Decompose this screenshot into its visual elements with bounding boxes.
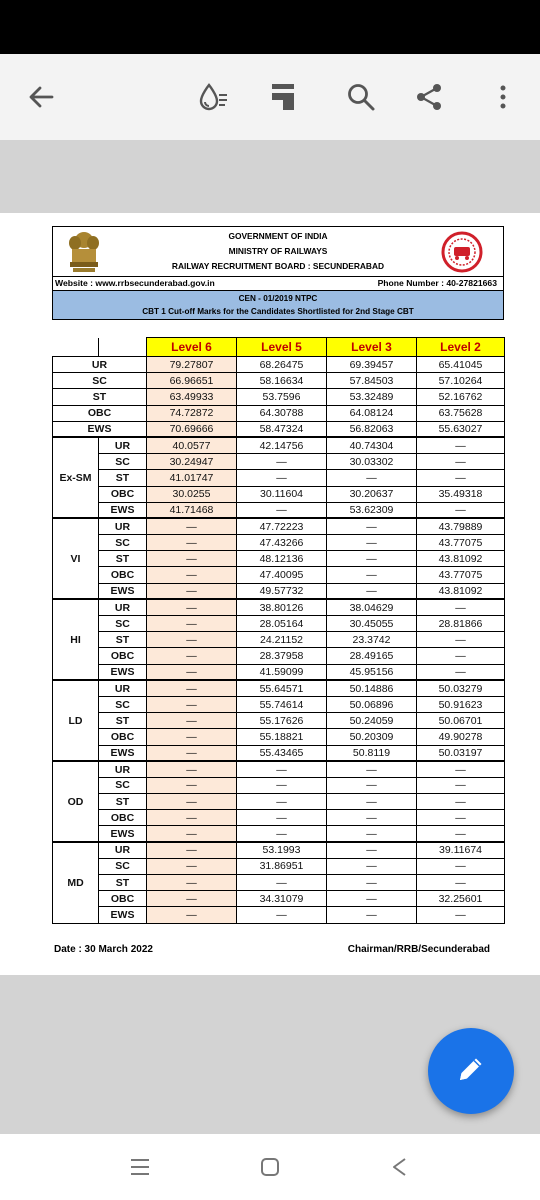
cutoff-cell: 79.27807 xyxy=(147,357,237,373)
category-label: EWS xyxy=(99,907,147,923)
cutoff-cell: 28.81866 xyxy=(417,616,505,632)
table-row xyxy=(53,632,505,648)
cutoff-cell: 49.57732 xyxy=(237,583,327,599)
cutoff-cell: — xyxy=(237,761,327,777)
document-header xyxy=(52,226,504,320)
cutoff-cell: 50.03197 xyxy=(417,745,505,761)
table-row xyxy=(53,680,505,696)
cutoff-cell: 55.64571 xyxy=(237,680,327,696)
cutoff-cell: — xyxy=(237,810,327,826)
cutoff-cell: 55.74614 xyxy=(237,696,327,712)
table-row xyxy=(53,373,505,389)
cutoff-cell: — xyxy=(237,502,327,518)
cutoff-cell: — xyxy=(147,713,237,729)
table-row xyxy=(53,405,505,421)
category-label: SC xyxy=(99,535,147,551)
cutoff-cell: — xyxy=(237,794,327,810)
cutoff-cell: 50.14886 xyxy=(327,680,417,696)
category-label: OBC xyxy=(99,648,147,664)
home-icon[interactable] xyxy=(250,1152,290,1182)
cutoff-cell: 30.0255 xyxy=(147,486,237,502)
cutoff-cell: 40.74304 xyxy=(327,437,417,453)
cutoff-cell: 50.06701 xyxy=(417,713,505,729)
table-row xyxy=(53,858,505,874)
category-label: SC xyxy=(99,454,147,470)
category-label: OBC xyxy=(99,486,147,502)
group-label: HI xyxy=(53,599,99,680)
search-icon[interactable] xyxy=(338,74,384,120)
cutoff-table xyxy=(52,337,505,924)
group-label: OD xyxy=(53,761,99,842)
group-label: VI xyxy=(53,518,99,599)
cutoff-cell: 38.80126 xyxy=(237,599,327,615)
cutoff-cell: 50.91623 xyxy=(417,696,505,712)
cutoff-cell: — xyxy=(327,583,417,599)
category-label: UR xyxy=(99,599,147,615)
table-row xyxy=(53,891,505,907)
category-label: ST xyxy=(99,551,147,567)
cutoff-cell: — xyxy=(147,616,237,632)
group-label: MD xyxy=(53,842,99,923)
cutoff-cell: 50.8119 xyxy=(327,745,417,761)
cutoff-cell: 28.05164 xyxy=(237,616,327,632)
cutoff-cell: 32.25601 xyxy=(417,891,505,907)
table-row xyxy=(53,761,505,777)
cutoff-cell: — xyxy=(147,907,237,923)
cutoff-cell: 30.11604 xyxy=(237,486,327,502)
cutoff-cell: 43.77075 xyxy=(417,567,505,583)
table-row xyxy=(53,518,505,534)
edit-fab-button[interactable] xyxy=(428,1028,514,1114)
notice-title: CBT 1 Cut-off Marks for the Candidates Shortlisted for 2nd Stage CBT xyxy=(142,307,414,316)
phone-text: Phone Number : 40-27821663 xyxy=(377,278,497,288)
document-signatory: Chairman/RRB/Secunderabad xyxy=(347,944,490,955)
cutoff-cell: — xyxy=(147,891,237,907)
cutoff-cell: — xyxy=(417,858,505,874)
cutoff-cell: 57.84503 xyxy=(327,373,417,389)
table-row xyxy=(53,648,505,664)
table-row xyxy=(53,777,505,793)
category-label: OBC xyxy=(99,810,147,826)
cutoff-cell: — xyxy=(147,664,237,680)
header-level-5: Level 5 xyxy=(237,338,327,357)
cutoff-cell: — xyxy=(147,745,237,761)
cutoff-cell: 45.95156 xyxy=(327,664,417,680)
cutoff-cell: — xyxy=(417,810,505,826)
category-label: ST xyxy=(99,875,147,891)
cutoff-cell: — xyxy=(237,454,327,470)
cutoff-cell: 55.43465 xyxy=(237,745,327,761)
cutoff-cell: 52.16762 xyxy=(417,389,505,405)
website-text: Website : www.rrbsecunderabad.gov.in xyxy=(55,278,215,288)
cutoff-cell: 47.43266 xyxy=(237,535,327,551)
pdf-page xyxy=(0,213,540,975)
cutoff-cell: — xyxy=(327,535,417,551)
cutoff-cell: — xyxy=(147,842,237,858)
cutoff-cell: 63.49933 xyxy=(147,389,237,405)
cutoff-cell: 30.03302 xyxy=(327,454,417,470)
table-row xyxy=(53,810,505,826)
cutoff-cell: — xyxy=(327,761,417,777)
cutoff-cell: — xyxy=(417,470,505,486)
cutoff-cell: 66.96651 xyxy=(147,373,237,389)
cutoff-cell: 34.31079 xyxy=(237,891,327,907)
cutoff-cell: 30.20637 xyxy=(327,486,417,502)
table-row xyxy=(53,664,505,680)
cutoff-cell: — xyxy=(417,794,505,810)
cutoff-cell: — xyxy=(237,875,327,891)
cutoff-cell: 31.86951 xyxy=(237,858,327,874)
category-label: OBC xyxy=(99,891,147,907)
cutoff-cell: 74.72872 xyxy=(147,405,237,421)
cutoff-cell: 23.3742 xyxy=(327,632,417,648)
cutoff-cell: — xyxy=(147,858,237,874)
header-level-3: Level 3 xyxy=(327,338,417,357)
cutoff-cell: 43.77075 xyxy=(417,535,505,551)
cutoff-cell: 57.10264 xyxy=(417,373,505,389)
category-label: OBC xyxy=(53,405,147,421)
page-gap-top xyxy=(0,140,540,213)
cutoff-cell: — xyxy=(417,632,505,648)
cutoff-cell: — xyxy=(327,551,417,567)
table-row xyxy=(53,826,505,842)
cutoff-cell: — xyxy=(147,761,237,777)
back-arrow-icon[interactable] xyxy=(18,74,64,120)
table-row xyxy=(53,842,505,858)
back-icon[interactable] xyxy=(380,1152,420,1182)
cutoff-cell: — xyxy=(327,858,417,874)
table-row xyxy=(53,535,505,551)
table-row xyxy=(53,875,505,891)
cutoff-cell: 40.0577 xyxy=(147,437,237,453)
table-row xyxy=(53,470,505,486)
cutoff-cell: 50.20309 xyxy=(327,729,417,745)
cutoff-cell: 28.37958 xyxy=(237,648,327,664)
cutoff-cell: 53.7596 xyxy=(237,389,327,405)
recent-apps-icon[interactable] xyxy=(120,1152,160,1182)
category-label: UR xyxy=(99,518,147,534)
table-row xyxy=(53,454,505,470)
system-nav-bar xyxy=(0,1134,540,1200)
cutoff-cell: 39.11674 xyxy=(417,842,505,858)
cutoff-cell: 69.39457 xyxy=(327,357,417,373)
cutoff-cell: — xyxy=(327,794,417,810)
cutoff-cell: 41.71468 xyxy=(147,502,237,518)
notice-banner xyxy=(53,291,503,319)
cutoff-cell: — xyxy=(147,535,237,551)
cutoff-cell: — xyxy=(237,777,327,793)
cutoff-cell: — xyxy=(417,437,505,453)
cutoff-cell: — xyxy=(237,907,327,923)
table-row xyxy=(53,421,505,437)
cutoff-cell: 41.01747 xyxy=(147,470,237,486)
cutoff-cell: 50.24059 xyxy=(327,713,417,729)
table-row xyxy=(53,486,505,502)
table-row xyxy=(53,567,505,583)
cutoff-cell: 43.79889 xyxy=(417,518,505,534)
table-row xyxy=(53,729,505,745)
category-label: EWS xyxy=(53,421,147,437)
cutoff-cell: — xyxy=(327,518,417,534)
header-level-6: Level 6 xyxy=(147,338,237,357)
table-row xyxy=(53,794,505,810)
group-label: LD xyxy=(53,680,99,761)
category-label: ST xyxy=(99,470,147,486)
category-label: OBC xyxy=(99,567,147,583)
cutoff-cell: 43.81092 xyxy=(417,583,505,599)
table-row xyxy=(53,583,505,599)
cutoff-cell: 64.30788 xyxy=(237,405,327,421)
cutoff-cell: 56.82063 xyxy=(327,421,417,437)
table-row xyxy=(53,907,505,923)
cutoff-cell: 30.24947 xyxy=(147,454,237,470)
cutoff-cell: 63.75628 xyxy=(417,405,505,421)
cutoff-cell: 58.47324 xyxy=(237,421,327,437)
cutoff-cell: — xyxy=(327,826,417,842)
category-label: EWS xyxy=(99,502,147,518)
cutoff-cell: 50.06896 xyxy=(327,696,417,712)
category-label: ST xyxy=(99,794,147,810)
cutoff-cell: 65.41045 xyxy=(417,357,505,373)
table-row xyxy=(53,599,505,615)
cutoff-cell: — xyxy=(147,696,237,712)
more-options-icon[interactable] xyxy=(480,74,526,120)
category-label: ST xyxy=(53,389,147,405)
cutoff-cell: — xyxy=(147,826,237,842)
cutoff-cell: — xyxy=(327,875,417,891)
cutoff-cell: — xyxy=(417,599,505,615)
cutoff-cell: 53.62309 xyxy=(327,502,417,518)
reading-mode-icon[interactable] xyxy=(190,74,236,120)
cutoff-cell: 53.32489 xyxy=(327,389,417,405)
cutoff-cell: 30.45055 xyxy=(327,616,417,632)
table-row xyxy=(53,551,505,567)
cutoff-cell: — xyxy=(147,599,237,615)
cutoff-cell: 47.72223 xyxy=(237,518,327,534)
notice-id: CEN - 01/2019 NTPC xyxy=(238,294,318,303)
table-row xyxy=(53,713,505,729)
viewer-toolbar xyxy=(0,54,540,140)
cutoff-cell: — xyxy=(147,777,237,793)
category-label: EWS xyxy=(99,583,147,599)
category-label: SC xyxy=(99,696,147,712)
cutoff-cell: — xyxy=(147,518,237,534)
cutoff-cell: — xyxy=(417,907,505,923)
cutoff-cell: 53.1993 xyxy=(237,842,327,858)
cutoff-cell: — xyxy=(417,761,505,777)
cutoff-cell: — xyxy=(147,551,237,567)
category-label: ST xyxy=(99,632,147,648)
cutoff-cell: — xyxy=(327,907,417,923)
cutoff-cell: — xyxy=(237,826,327,842)
cutoff-cell: 35.49318 xyxy=(417,486,505,502)
category-label: EWS xyxy=(99,664,147,680)
category-label: EWS xyxy=(99,745,147,761)
cutoff-cell: — xyxy=(417,664,505,680)
document-date: Date : 30 March 2022 xyxy=(54,944,153,955)
category-label: SC xyxy=(99,777,147,793)
cutoff-cell: — xyxy=(417,648,505,664)
cutoff-cell: 43.81092 xyxy=(417,551,505,567)
cutoff-cell: 28.49165 xyxy=(327,648,417,664)
header-level-2: Level 2 xyxy=(417,338,505,357)
table-row xyxy=(53,745,505,761)
category-label: OBC xyxy=(99,729,147,745)
cutoff-cell: — xyxy=(147,729,237,745)
share-icon[interactable] xyxy=(406,74,452,120)
edit-pencil-icon xyxy=(454,1052,488,1091)
cutoff-cell: — xyxy=(417,777,505,793)
cutoff-cell: 48.12136 xyxy=(237,551,327,567)
cutoff-cell: 49.90278 xyxy=(417,729,505,745)
category-label: ST xyxy=(99,713,147,729)
cutoff-cell: — xyxy=(327,810,417,826)
cutoff-cell: — xyxy=(417,875,505,891)
cutoff-cell: — xyxy=(327,470,417,486)
cutoff-cell: 70.69666 xyxy=(147,421,237,437)
cutoff-cell: — xyxy=(417,454,505,470)
category-label: SC xyxy=(53,373,147,389)
board-line: RAILWAY RECRUITMENT BOARD : SECUNDERABAD xyxy=(171,261,385,271)
cutoff-cell: — xyxy=(327,567,417,583)
cutoff-cell: — xyxy=(327,842,417,858)
gov-line: GOVERNMENT OF INDIA xyxy=(228,231,328,241)
table-header-row xyxy=(53,338,505,357)
cutoff-cell: — xyxy=(147,794,237,810)
cutoff-cell: — xyxy=(147,648,237,664)
cutoff-cell: — xyxy=(147,810,237,826)
cutoff-cell: 68.26475 xyxy=(237,357,327,373)
cutoff-cell: — xyxy=(417,826,505,842)
cutoff-cell: 47.40095 xyxy=(237,567,327,583)
category-label: UR xyxy=(99,437,147,453)
cutoff-cell: 58.16634 xyxy=(237,373,327,389)
table-row xyxy=(53,502,505,518)
status-bar xyxy=(0,0,540,54)
table-row xyxy=(53,357,505,373)
cutoff-cell: — xyxy=(147,567,237,583)
layout-icon[interactable] xyxy=(260,74,306,120)
group-label: Ex-SM xyxy=(53,437,99,518)
category-label: UR xyxy=(99,761,147,777)
cutoff-cell: — xyxy=(147,680,237,696)
table-row xyxy=(53,389,505,405)
cutoff-cell: — xyxy=(417,502,505,518)
ministry-line: MINISTRY OF RAILWAYS xyxy=(228,246,328,256)
cutoff-cell: — xyxy=(147,875,237,891)
category-label: EWS xyxy=(99,826,147,842)
cutoff-cell: 38.04629 xyxy=(327,599,417,615)
cutoff-cell: — xyxy=(147,583,237,599)
cutoff-cell: — xyxy=(237,470,327,486)
cutoff-cell: — xyxy=(327,777,417,793)
table-row xyxy=(53,437,505,453)
category-label: UR xyxy=(53,357,147,373)
railway-logo-icon xyxy=(441,231,483,273)
table-row xyxy=(53,696,505,712)
cutoff-cell: 42.14756 xyxy=(237,437,327,453)
cutoff-cell: 64.08124 xyxy=(327,405,417,421)
cutoff-cell: 24.21152 xyxy=(237,632,327,648)
category-label: UR xyxy=(99,842,147,858)
cutoff-cell: 41.59099 xyxy=(237,664,327,680)
cutoff-cell: — xyxy=(327,891,417,907)
cutoff-cell: 50.03279 xyxy=(417,680,505,696)
cutoff-cell: — xyxy=(147,632,237,648)
category-label: SC xyxy=(99,858,147,874)
cutoff-cell: 55.63027 xyxy=(417,421,505,437)
cutoff-cell: 55.18821 xyxy=(237,729,327,745)
category-label: UR xyxy=(99,680,147,696)
table-row xyxy=(53,616,505,632)
cutoff-cell: 55.17626 xyxy=(237,713,327,729)
category-label: SC xyxy=(99,616,147,632)
